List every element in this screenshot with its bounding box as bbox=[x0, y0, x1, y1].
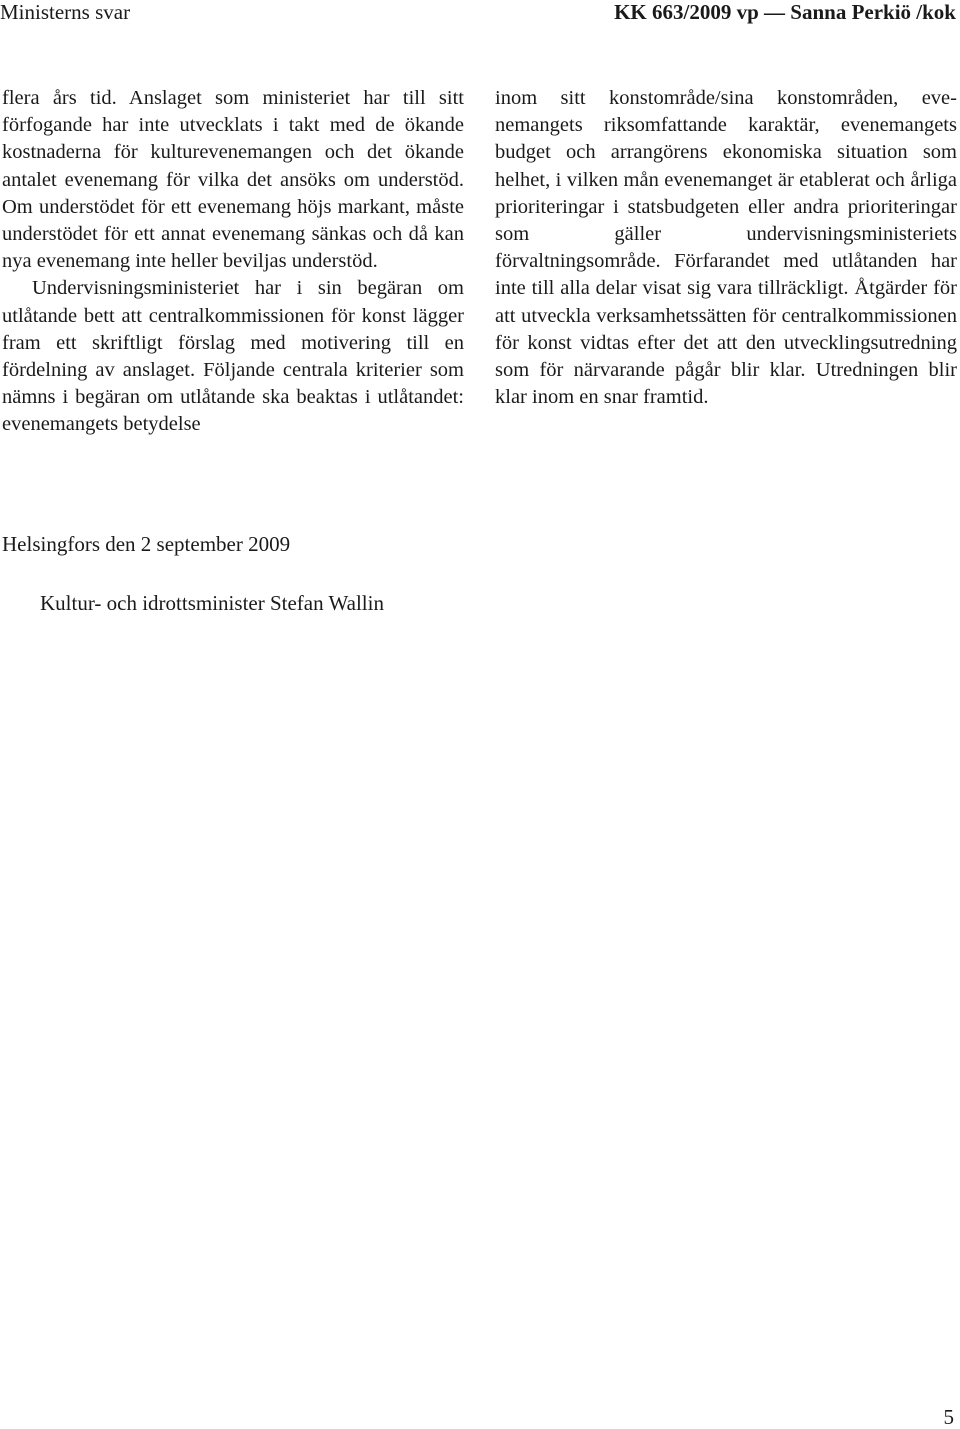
signature-line: Kultur- och idrottsminister Stefan Wallin bbox=[40, 591, 384, 615]
page-number: 5 bbox=[943, 1405, 954, 1429]
body-paragraph: inom sitt konstområde/sina konstområden, evenemangets riksomfattande karaktär, evenemangets budget och arrangörens ekonomiska situation som helhet, i vilken mån evenemanget är etablerat och årliga prioriteringar i statsbudgeten eller andra prioriteringar som gäller undervisningsministeriets förvaltningsområde. Förfarandet med utlåtanden har inte till alla delar visat sig vara tillräckligt. Åtgärder för att utveckla verksamhetssätten för centralkommissionen för konst vidtas efter det att den utvecklingsutredning som för närvarande pågår blir klar. Utredningen blir klar inom en snar framtid. bbox=[495, 87, 957, 409]
body-column-right bbox=[495, 85, 957, 411]
running-header-right: KK 663/2009 vp — Sanna Perkiö /kok bbox=[614, 0, 956, 24]
body-paragraph: flera års tid. Anslaget som ministeriet har till sitt förfogande har inte utvecklats i takt med de ökande kostnaderna för kulturevenemangen och det ökande antalet evenemang för vilka det ansöks om understöd. Om understödet för ett evenemang höjs markant, måste understödet för ett annat evenemang sänkas och då kan nya evenemang inte heller beviljas understöd. bbox=[2, 87, 464, 273]
body-column-left bbox=[2, 85, 464, 439]
running-header-left: Ministerns svar bbox=[0, 0, 131, 24]
place-and-date: Helsingfors den 2 september 2009 bbox=[2, 532, 291, 556]
body-paragraph: Undervisningsministeriet har i sin begäran om utlåtande bett att centralkommissionen för konst lägger fram ett skriftligt förslag med motivering till en fördelning av anslaget. Följande centrala kriterier som nämns i begäran om utlåtande ska beaktas i utlåtandet: evenemangets betydelse bbox=[2, 277, 464, 436]
